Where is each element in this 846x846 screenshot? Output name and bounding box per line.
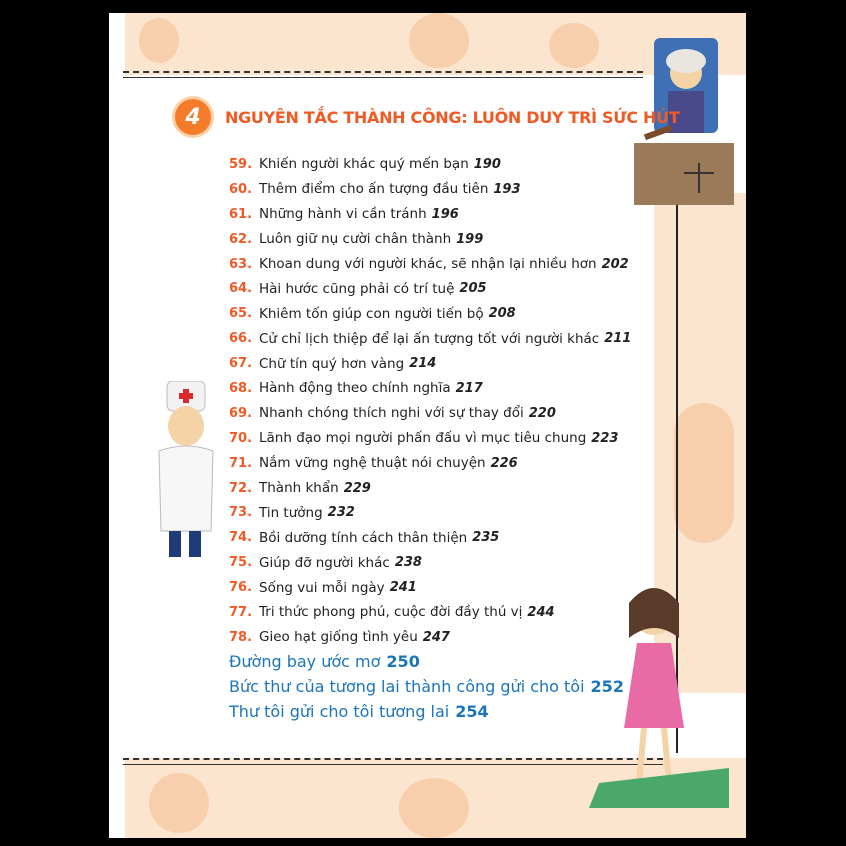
- extra-item[interactable]: [229, 674, 624, 699]
- toc-title: Khoan dung với người khác, sẽ nhận lại nhiều hơn: [259, 256, 597, 272]
- extra-title: Thư tôi gửi cho tôi tương lai: [229, 702, 450, 721]
- toc-title: Giúp đỡ người khác: [259, 554, 390, 571]
- silhouette-decor: [399, 778, 469, 838]
- toc-number: 70.: [229, 430, 253, 446]
- toc-number: 75.: [229, 555, 253, 571]
- chapter-number-badge: 4: [175, 99, 211, 135]
- toc-item[interactable]: [229, 625, 649, 650]
- toc-page-number: 232: [327, 505, 355, 521]
- toc-number: 63.: [229, 256, 253, 272]
- extra-page-number: 252: [590, 677, 624, 696]
- toc-item[interactable]: [229, 401, 649, 426]
- extra-links: [229, 649, 624, 724]
- toc-item[interactable]: [229, 326, 649, 351]
- toc-number: 59.: [229, 156, 253, 172]
- extra-title: Bức thư của tương lai thành công gửi cho tôi: [229, 677, 585, 696]
- chapter-title: NGUYÊN TẮC THÀNH CÔNG: LUÔN DUY TRÌ SỨC HÚT: [225, 107, 680, 127]
- toc-item[interactable]: [229, 351, 649, 376]
- toc-item[interactable]: [229, 177, 649, 202]
- toc-title: Tin tưởng: [259, 504, 323, 521]
- silhouette-decor: [139, 18, 179, 63]
- toc-page-number: 235: [472, 530, 500, 546]
- toc-title: Hành động theo chính nghĩa: [259, 380, 451, 397]
- divider-top: [123, 71, 643, 73]
- toc-item[interactable]: [229, 376, 649, 401]
- toc-page-number: 190: [473, 156, 501, 172]
- toc-title: Thêm điểm cho ấn tượng đầu tiên: [259, 181, 489, 198]
- toc-number: 60.: [229, 181, 253, 197]
- toc-item[interactable]: [229, 476, 649, 501]
- toc-page-number: 229: [343, 480, 371, 496]
- silhouette-decor: [549, 23, 599, 68]
- toc-title: Gieo hạt giống tình yêu: [259, 629, 418, 646]
- toc-number: 73.: [229, 505, 253, 521]
- toc-page-number: 193: [493, 181, 521, 197]
- toc-title: Những hành vi cần tránh: [259, 206, 427, 223]
- toc-page-number: 238: [394, 555, 422, 571]
- toc-title: Khiến người khác quý mến bạn: [259, 156, 469, 173]
- toc-number: 69.: [229, 405, 253, 421]
- silhouette-decor: [674, 403, 734, 543]
- toc-number: 62.: [229, 231, 253, 247]
- toc-item[interactable]: [229, 152, 649, 177]
- toc-item[interactable]: [229, 276, 649, 301]
- toc-number: 68.: [229, 380, 253, 396]
- toc-page-number: 244: [527, 604, 555, 620]
- toc-page-number: 217: [455, 380, 483, 396]
- toc-title: Nắm vững nghệ thuật nói chuyện: [259, 455, 486, 472]
- toc-number: 74.: [229, 530, 253, 546]
- toc-page-number: 220: [528, 405, 556, 421]
- doctor-illustration: [149, 381, 221, 563]
- chapter-heading: [175, 99, 679, 135]
- toc-item[interactable]: [229, 227, 649, 252]
- silhouette-decor: [149, 773, 209, 833]
- toc-number: 65.: [229, 306, 253, 322]
- silhouette-decor: [409, 13, 469, 68]
- toc-title: Sống vui mỗi ngày: [259, 579, 385, 596]
- extra-item[interactable]: [229, 649, 624, 674]
- extra-page-number: 250: [386, 652, 420, 671]
- toc-title: Bồi dưỡng tính cách thân thiện: [259, 529, 468, 546]
- toc-title: Tri thức phong phú, cuộc đời đầy thú vị: [259, 604, 523, 621]
- book-page: [109, 13, 746, 838]
- toc-title: Luôn giữ nụ cười chân thành: [259, 231, 452, 248]
- toc-page-number: 199: [456, 231, 484, 247]
- toc-number: 64.: [229, 281, 253, 297]
- toc-number: 61.: [229, 206, 253, 222]
- toc-title: Cử chỉ lịch thiệp để lại ấn tượng tốt với người khác: [259, 330, 600, 347]
- toc-number: 67.: [229, 356, 253, 372]
- toc-number: 71.: [229, 455, 253, 471]
- toc-item[interactable]: [229, 550, 649, 575]
- toc-item[interactable]: [229, 301, 649, 326]
- toc-list: [229, 152, 649, 650]
- extra-title: Đường bay ước mơ: [229, 652, 381, 671]
- toc-title: Nhanh chóng thích nghi với sự thay đổi: [259, 405, 524, 422]
- toc-page-number: 223: [591, 430, 619, 446]
- toc-page-number: 205: [459, 281, 487, 297]
- divider-top-line: [123, 77, 643, 78]
- extra-item[interactable]: [229, 699, 624, 724]
- toc-title: Hài hước cũng phải có trí tuệ: [259, 280, 455, 297]
- toc-page-number: 208: [488, 306, 516, 322]
- toc-title: Thành khẩn: [259, 480, 339, 497]
- extra-page-number: 254: [455, 702, 489, 721]
- toc-page-number: 211: [604, 331, 632, 347]
- toc-page-number: 247: [422, 629, 450, 645]
- toc-item[interactable]: [229, 426, 649, 451]
- toc-item[interactable]: [229, 600, 649, 625]
- toc-page-number: 202: [601, 256, 629, 272]
- toc-page-number: 241: [389, 580, 417, 596]
- toc-item[interactable]: [229, 202, 649, 227]
- toc-number: 76.: [229, 580, 253, 596]
- toc-number: 66.: [229, 331, 253, 347]
- toc-number: 78.: [229, 629, 253, 645]
- toc-page-number: 226: [490, 455, 518, 471]
- toc-title: Lãnh đạo mọi người phấn đấu vì mục tiêu chung: [259, 430, 587, 447]
- toc-page-number: 214: [409, 356, 437, 372]
- toc-number: 77.: [229, 604, 253, 620]
- toc-title: Chữ tín quý hơn vàng: [259, 355, 405, 372]
- toc-item[interactable]: [229, 575, 649, 600]
- toc-item[interactable]: [229, 525, 649, 550]
- toc-title: Khiêm tốn giúp con người tiến bộ: [259, 305, 484, 322]
- toc-item[interactable]: [229, 451, 649, 476]
- toc-page-number: 196: [431, 206, 459, 222]
- toc-item[interactable]: [229, 252, 649, 277]
- toc-item[interactable]: [229, 500, 649, 525]
- toc-number: 72.: [229, 480, 253, 496]
